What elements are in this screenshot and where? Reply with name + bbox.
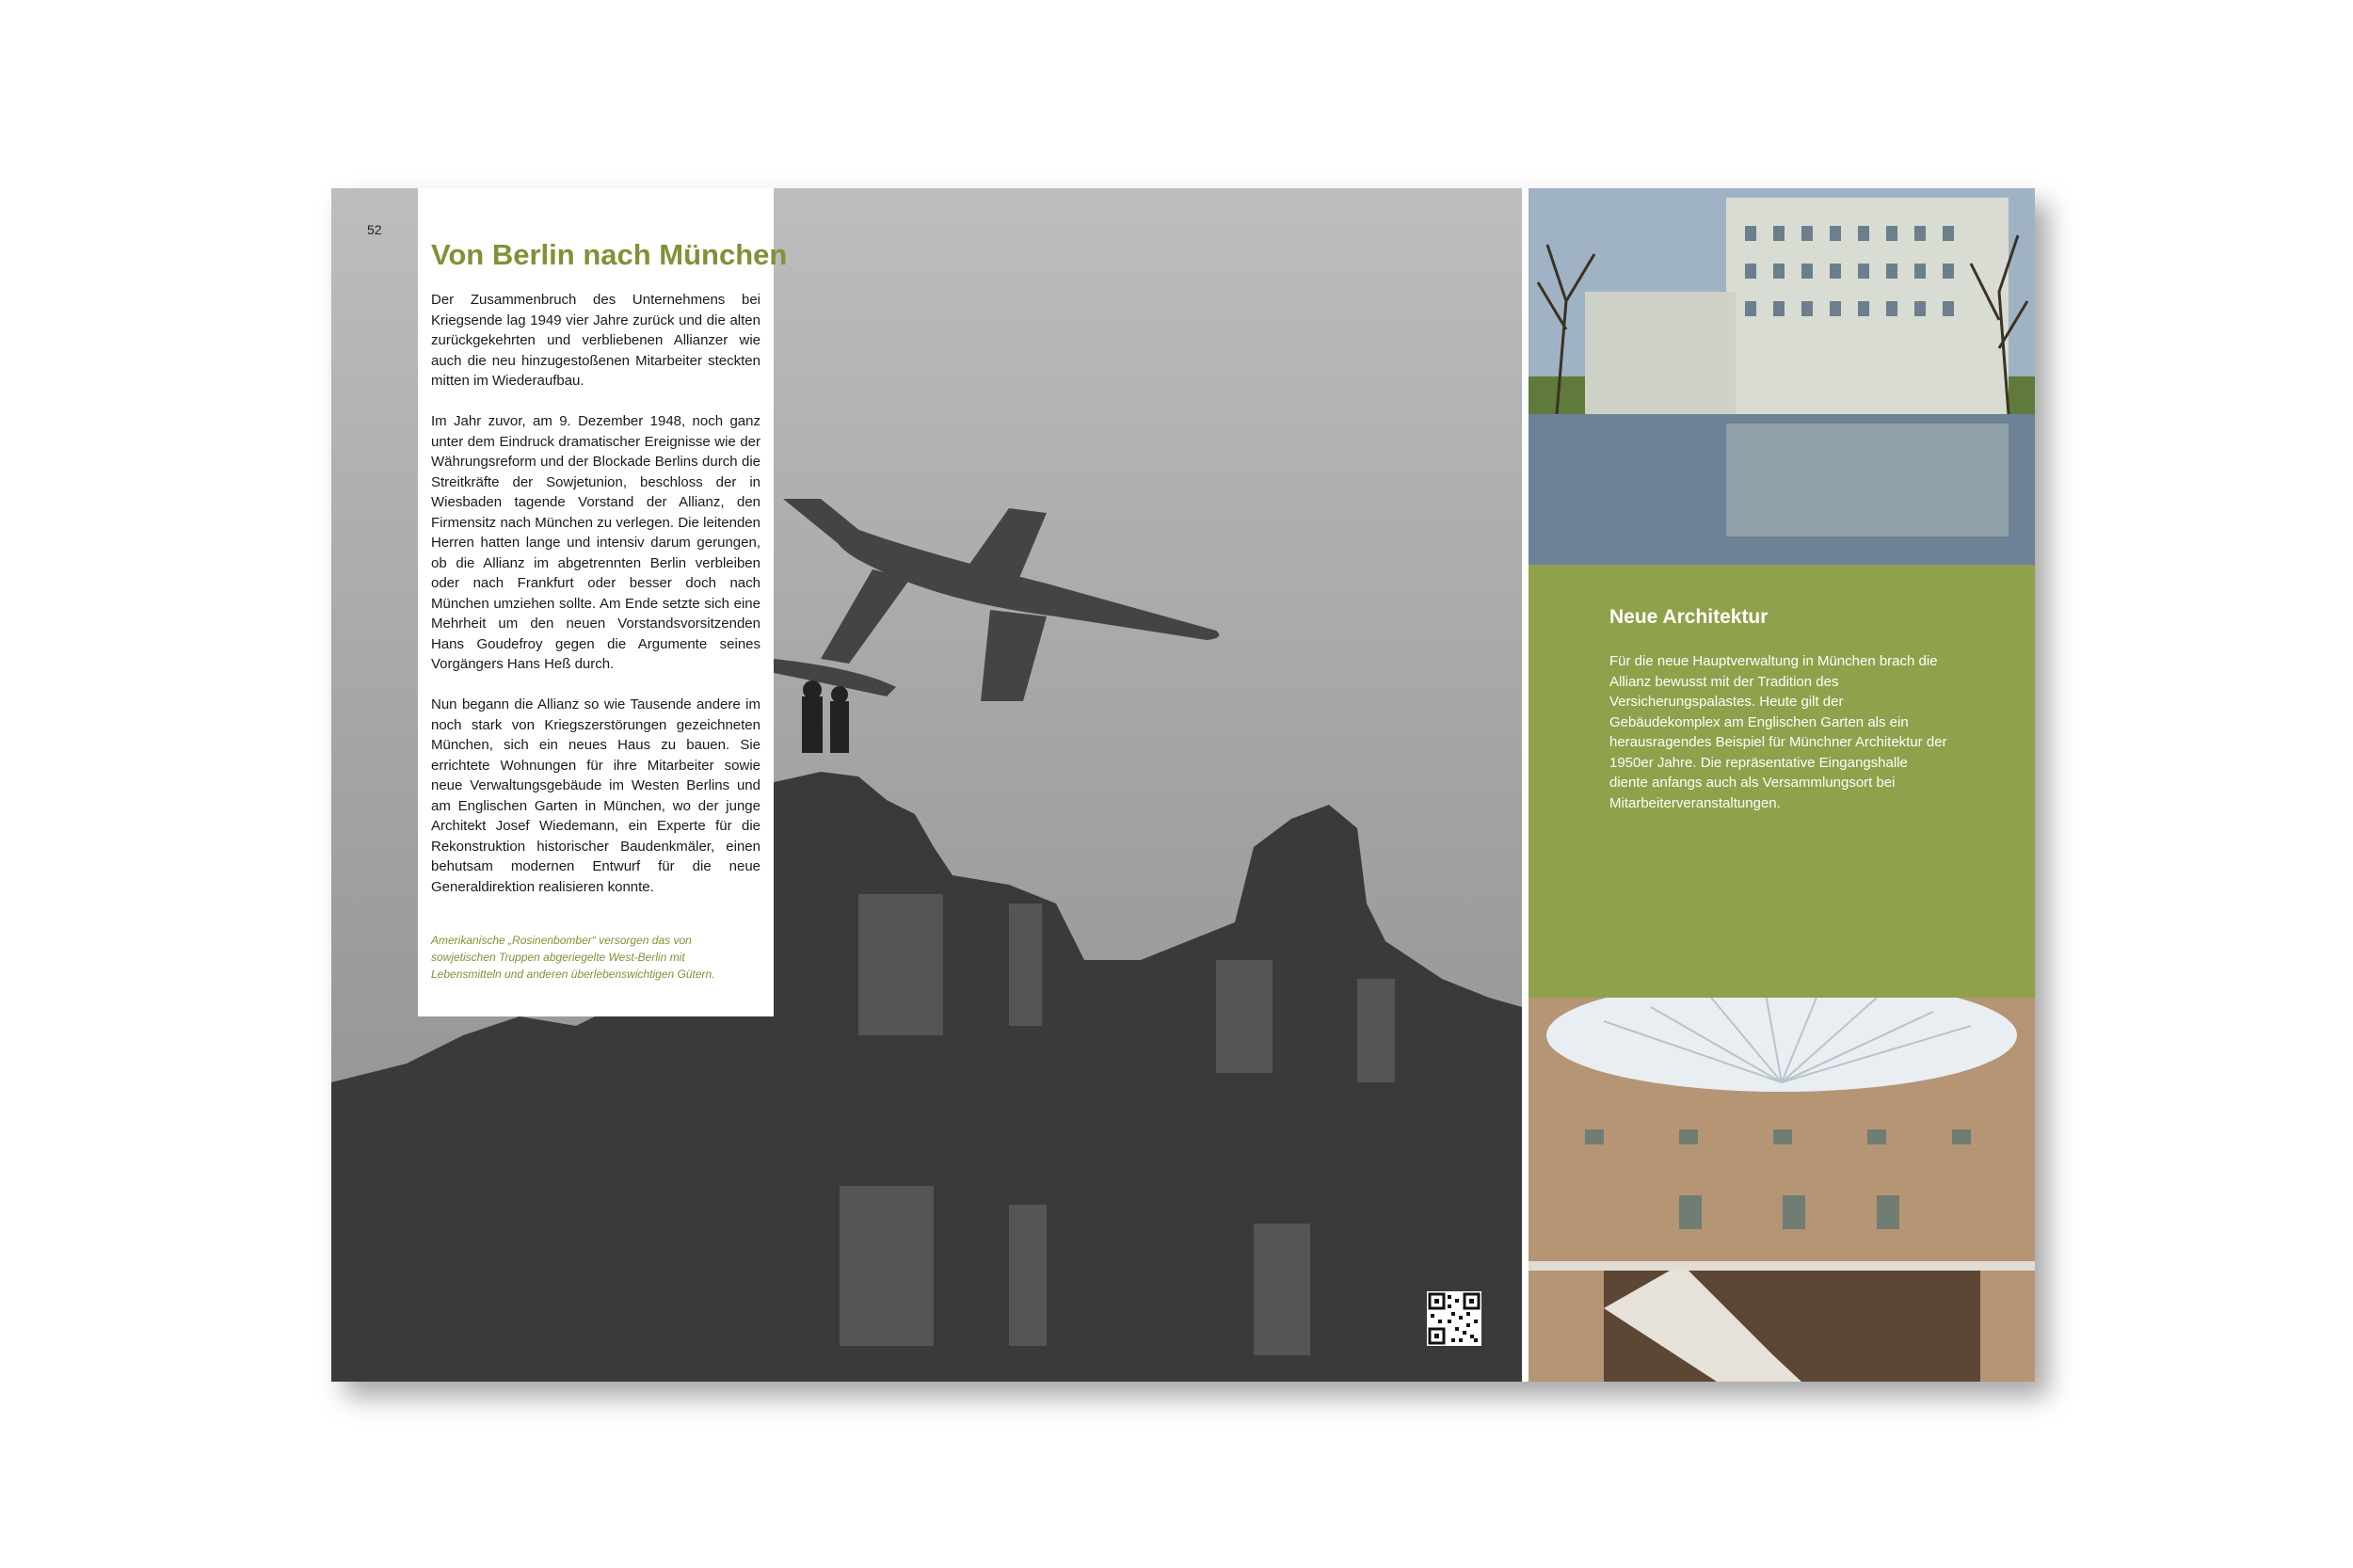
headquarters-photo: [1529, 188, 2035, 565]
page-number: 52: [367, 222, 382, 237]
photo-caption: Amerikanische „Rosinenbomber“ versorgen das von sowjetischen Truppen abgeriegelte West-Berlin mit Lebensmitteln und anderen überlebenswichtigen Gütern.: [431, 934, 715, 981]
entrance-hall-photo: [1529, 998, 2035, 1382]
article-paragraph-3: Nun begann die Allianz so wie Tausende andere im noch stark von Kriegszerstörungen gezeichneten München, sich ein neues Haus zu bauen. Sie errichtete Wohnungen für ihre Mitarbeiter sowie neue Verwaltungsgebäude im Westen Berlins und am Englischen Garten in München, wo der junge Architekt Josef Wiedemann, ein Experte für die Rekonstruktion historischer Baudenkmäler, einen behutsam modernen Entwurf für die neue Generaldirektion realisieren konnte.: [431, 696, 760, 895]
article-title: Von Berlin nach München: [431, 238, 788, 271]
article-paragraph-1: Der Zusammenbruch des Unternehmens bei Kriegsende lag 1949 vier Jahre zurück und die alten zurückgekehrten und verbliebenen Allianzer wie auch die neu hinzugestoßenen Mitarbeiter steckten mitten im Wiederaufbau.: [431, 292, 760, 389]
airlift-photo: [331, 188, 1522, 1382]
magazine-spread: [331, 188, 2035, 1382]
right-page: [1529, 188, 2035, 1382]
panel-heading: Neue Architektur: [1609, 606, 1769, 628]
qr-code-icon[interactable]: [1427, 1291, 1481, 1346]
panel-text: Für die neue Hauptverwaltung in München brach die Allianz bewusst mit der Tradition des Versicherungspalastes. Heute gilt der Gebäudekomplex am Englischen Garten als ein herausragendes Beispiel für Münchner Architektur der 1950er Jahre. Die repräsentative Eingangshalle diente anfangs auch als Versammlungsort bei Mitarbeiterveranstaltungen.: [1609, 653, 1947, 811]
architecture-panel: [1529, 565, 2035, 998]
article-body: [431, 290, 760, 918]
article-paragraph-2: Im Jahr zuvor, am 9. Dezember 1948, noch ganz unter dem Eindruck dramatischer Ereignisse wie der Währungsreform und der Blockade Berlins durch die Streitkräfte der Sowjetunion, beschloss der in Wiesbaden tagende Vorstand der Allianz, den Firmensitz nach München zu verlegen. Die leitenden Herren hatten lange und intensiv darum gerungen, ob die Allianz im abgetrennten Berlin verbleiben oder nach Frankfurt oder besser doch nach München umziehen sollte. Am Ende setzte sich eine Mehrheit um den neuen Vorstandsvorsitzenden Hans Goudefroy gegen die Argumente seines Vorgängers Hans Heß durch.: [431, 413, 760, 672]
article-text-box: [418, 188, 788, 1016]
